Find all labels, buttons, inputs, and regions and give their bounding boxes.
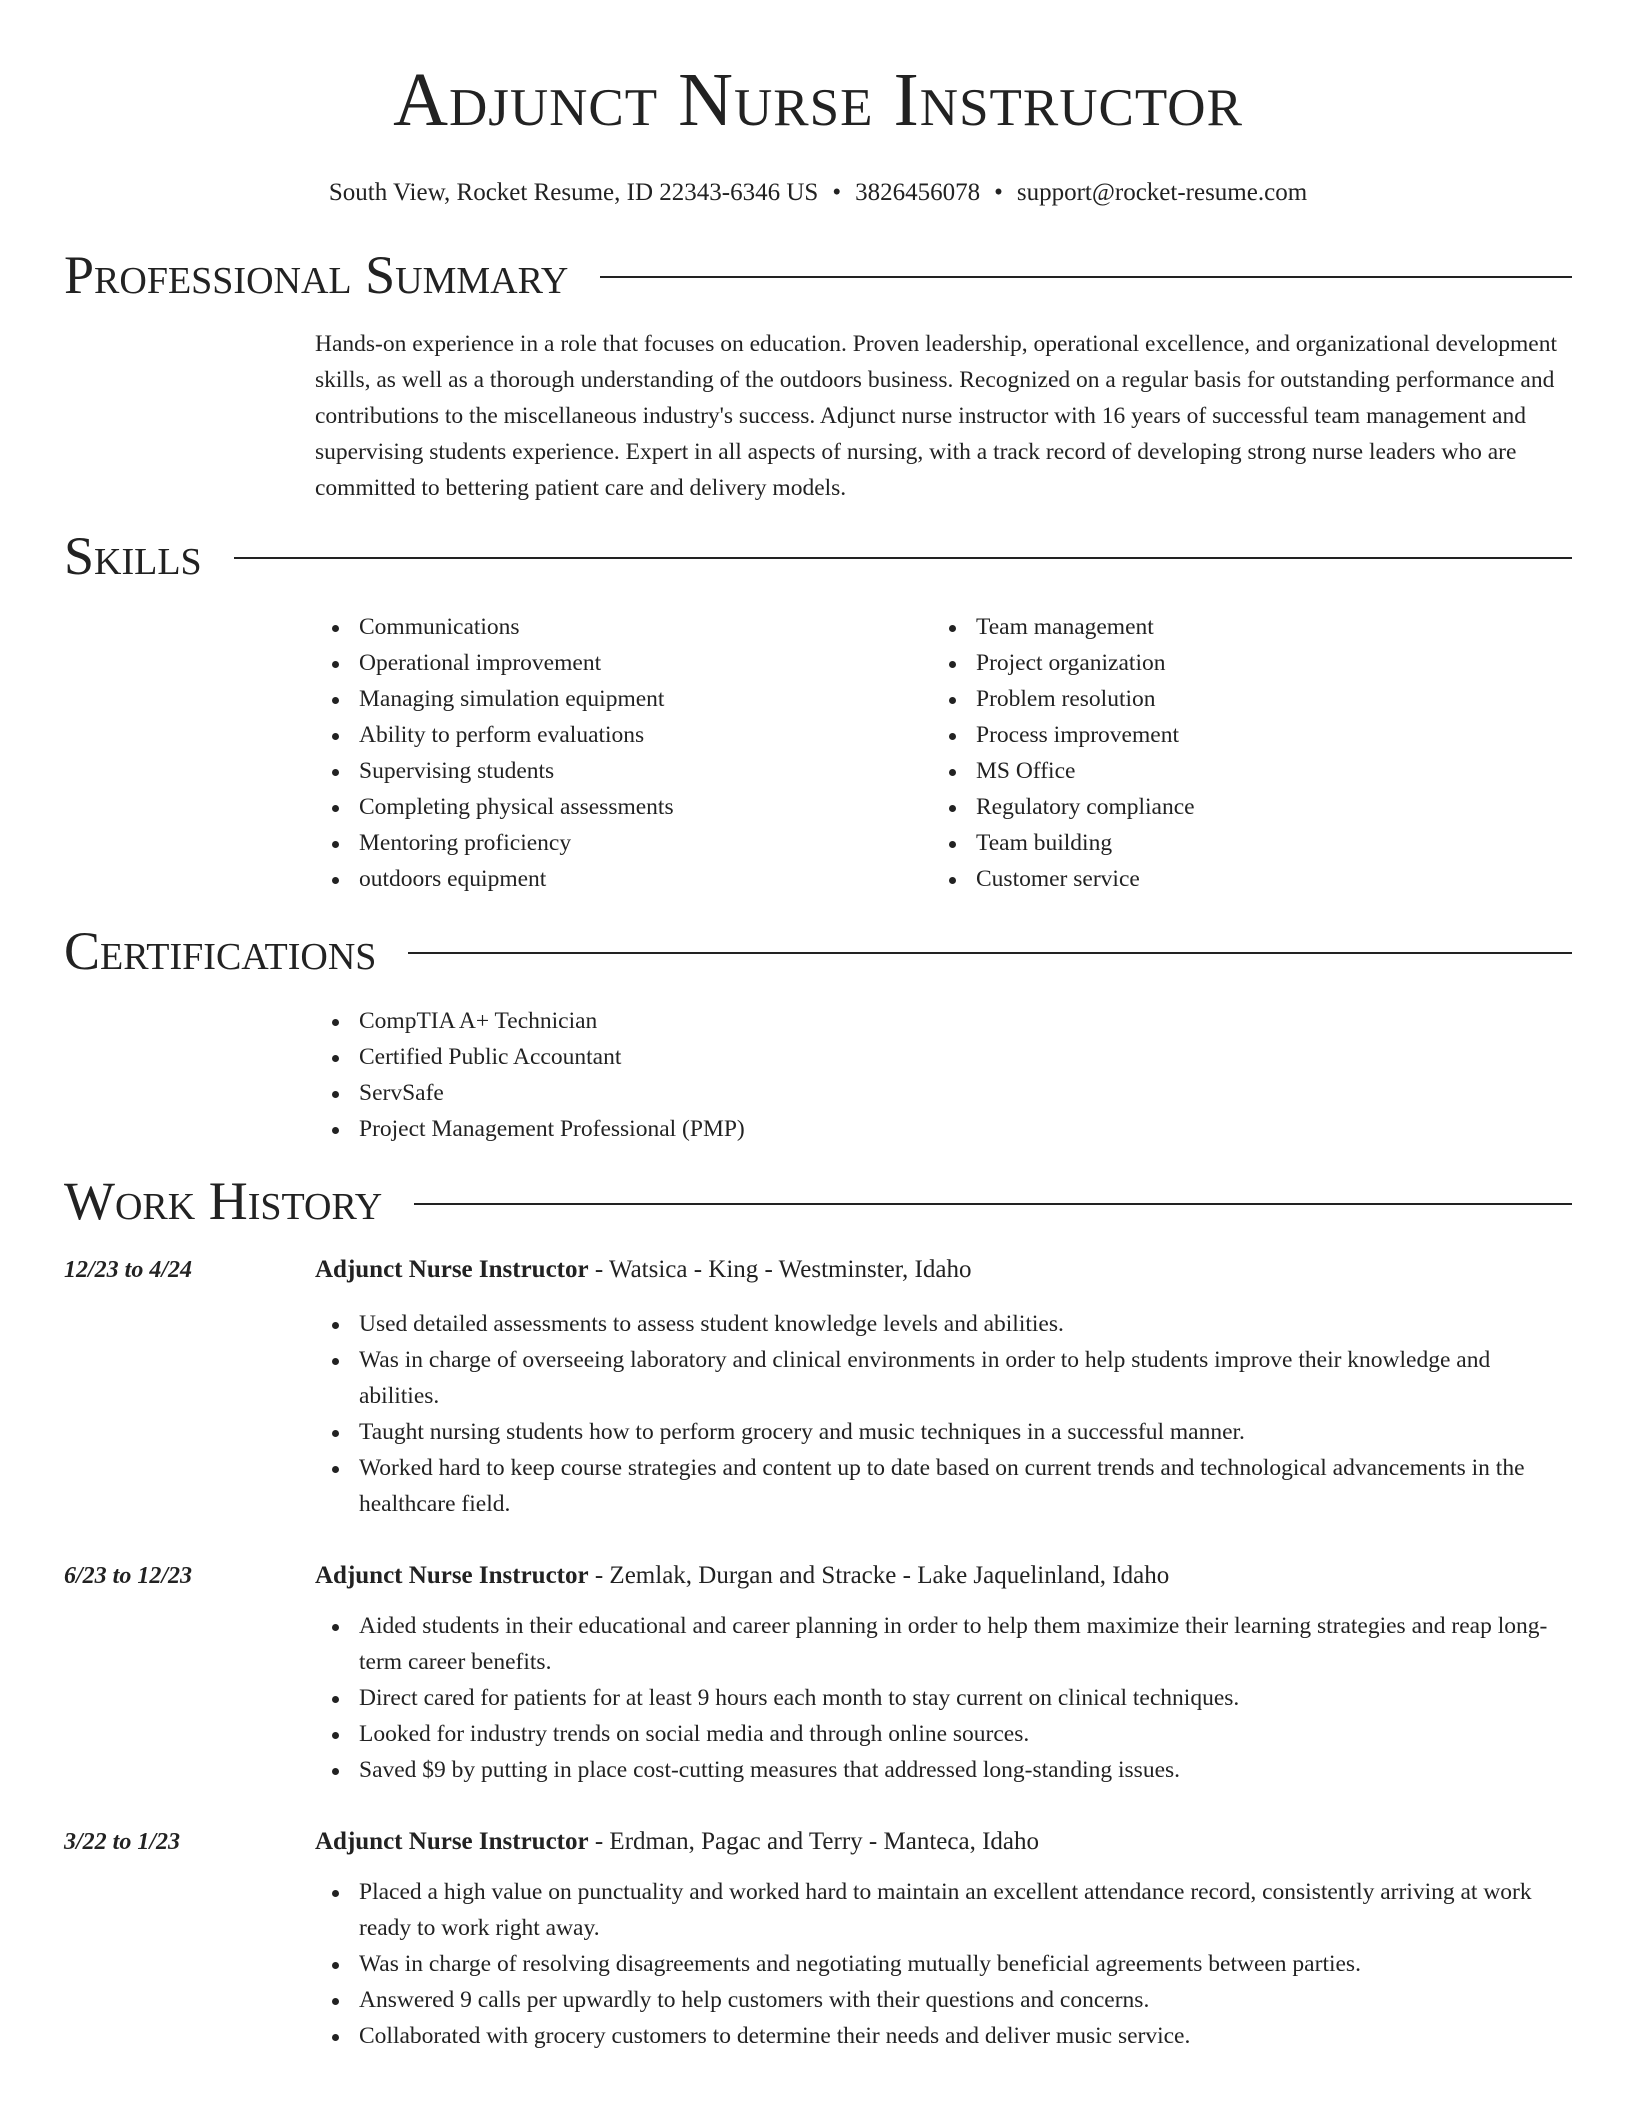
job-bullet: Was in charge of overseeing laboratory and clinical environments in order to help students improve their knowledge and abilities.: [315, 1342, 1572, 1414]
job-bullet: Answered 9 calls per upwardly to help customers with their questions and concerns.: [315, 1982, 1572, 2018]
summary-title: Professional Summary: [64, 245, 569, 305]
job-bullet: Looked for industry trends on social media and through online sources.: [315, 1716, 1572, 1752]
job-body: [315, 1558, 1572, 1788]
certifications-title: Certifications: [64, 920, 377, 981]
job-role: Adjunct Nurse Instructor: [315, 1562, 589, 1590]
skill-item: Ability to perform evaluations: [315, 717, 932, 753]
certifications-list: [315, 1003, 1572, 1147]
contact-address: South View, Rocket Resume, ID 22343-6346 US: [328, 179, 819, 206]
job-heading: [315, 1824, 1572, 1860]
job-bullet: Placed a high value on punctuality and worked hard to maintain an excellent attendance record, consistently arriving at work ready to work right away.: [315, 1874, 1572, 1946]
job-date: 3/22 to 1/23: [64, 1829, 181, 1856]
summary-text: Hands-on experience in a role that focuses on education. Proven leadership, operational excellence, and organizational development skills, as well as a thorough understanding of the outdoors business. Recognized on a regular basis for outstanding performance and contributions to the miscellaneous industry's success. Adjunct nurse instructor with 16 years of successful team management and supervising students experience. Expert in all aspects of nursing, with a track record of developing strong nurse leaders who are committed to bettering patient care and delivery models.: [315, 330, 1557, 501]
certification-item: Certified Public Accountant: [315, 1039, 1572, 1075]
skill-item: Problem resolution: [932, 681, 1549, 717]
skill-item: Team building: [932, 825, 1549, 861]
job-entry: [64, 1252, 1572, 1522]
skills-grid: [315, 609, 1572, 897]
job-body: [315, 1252, 1572, 1522]
skill-item: outdoors equipment: [315, 861, 932, 897]
job-details: - Erdman, Pagac and Terry - Manteca, Idaho: [588, 1828, 1039, 1856]
skill-item: Managing simulation equipment: [315, 681, 932, 717]
contact-separator: •: [994, 179, 1003, 206]
certifications-section-header: [64, 919, 1572, 984]
skill-item: MS Office: [932, 753, 1549, 789]
job-heading: [315, 1252, 1572, 1288]
contact-line: [64, 180, 1572, 205]
summary-section-header: [64, 243, 1572, 308]
skill-item: Communications: [315, 609, 932, 645]
job-bullet: Collaborated with grocery customers to determine their needs and deliver music service.: [315, 2018, 1572, 2054]
section-divider: [600, 276, 1572, 278]
job-bullet: Saved $9 by putting in place cost-cutting measures that addressed long-standing issues.: [315, 1752, 1572, 1788]
certification-item: ServSafe: [315, 1075, 1572, 1111]
contact-phone: 3826456078: [855, 179, 981, 206]
skills-title: Skills: [64, 525, 202, 586]
skill-item: Completing physical assessments: [315, 789, 932, 825]
contact-email: support@rocket-resume.com: [1016, 179, 1308, 206]
skill-item: Process improvement: [932, 717, 1549, 753]
skill-item: Project organization: [932, 645, 1549, 681]
job-bullet: Used detailed assessments to assess student knowledge levels and abilities.: [315, 1306, 1572, 1342]
skills-list-left: [315, 609, 932, 897]
skill-item: Customer service: [932, 861, 1549, 897]
job-entry: [64, 1558, 1572, 1788]
resume-name: Adjunct Nurse Instructor: [393, 58, 1243, 142]
job-bullet: Worked hard to keep course strategies and content up to date based on current trends and technological advancements in the healthcare field.: [315, 1450, 1572, 1522]
job-date: 12/23 to 4/24: [64, 1257, 193, 1284]
job-body: [315, 1824, 1572, 2054]
job-bullets: [315, 1306, 1572, 1522]
job-entry: [64, 1824, 1572, 2054]
section-divider: [234, 557, 1572, 559]
job-bullet: Direct cared for patients for at least 9 hours each month to stay current on clinical techniques.: [315, 1680, 1572, 1716]
resume-page: [64, 0, 1572, 2054]
job-bullet: Aided students in their educational and career planning in order to help them maximize their learning strategies and reap long-term career benefits.: [315, 1608, 1572, 1680]
job-details: - Watsica - King - Westminster, Idaho: [588, 1256, 972, 1284]
skills-section-header: [64, 524, 1572, 589]
contact-separator: •: [832, 179, 842, 206]
certification-item: CompTIA A+ Technician: [315, 1003, 1572, 1039]
job-role: Adjunct Nurse Instructor: [315, 1828, 589, 1856]
job-date: 6/23 to 12/23: [64, 1563, 193, 1590]
work-title: Work History: [64, 1171, 383, 1232]
job-bullets: [315, 1608, 1572, 1788]
skill-item: Mentoring proficiency: [315, 825, 932, 861]
certification-item: Project Management Professional (PMP): [315, 1111, 1572, 1147]
job-role: Adjunct Nurse Instructor: [315, 1256, 589, 1284]
job-bullet: Taught nursing students how to perform grocery and music techniques in a successful manner.: [315, 1414, 1572, 1450]
skill-item: Supervising students: [315, 753, 932, 789]
skill-item: Operational improvement: [315, 645, 932, 681]
job-heading: [315, 1558, 1572, 1594]
section-divider: [408, 952, 1572, 954]
job-details: - Zemlak, Durgan and Stracke - Lake Jaquelinland, Idaho: [588, 1562, 1170, 1590]
work-section-header: [64, 1169, 1572, 1234]
skill-item: Regulatory compliance: [932, 789, 1549, 825]
skill-item: Team management: [932, 609, 1549, 645]
job-bullets: [315, 1874, 1572, 2054]
section-divider: [414, 1203, 1572, 1205]
skills-list-right: [932, 609, 1549, 897]
job-bullet: Was in charge of resolving disagreements and negotiating mutually beneficial agreements between parties.: [315, 1946, 1572, 1982]
